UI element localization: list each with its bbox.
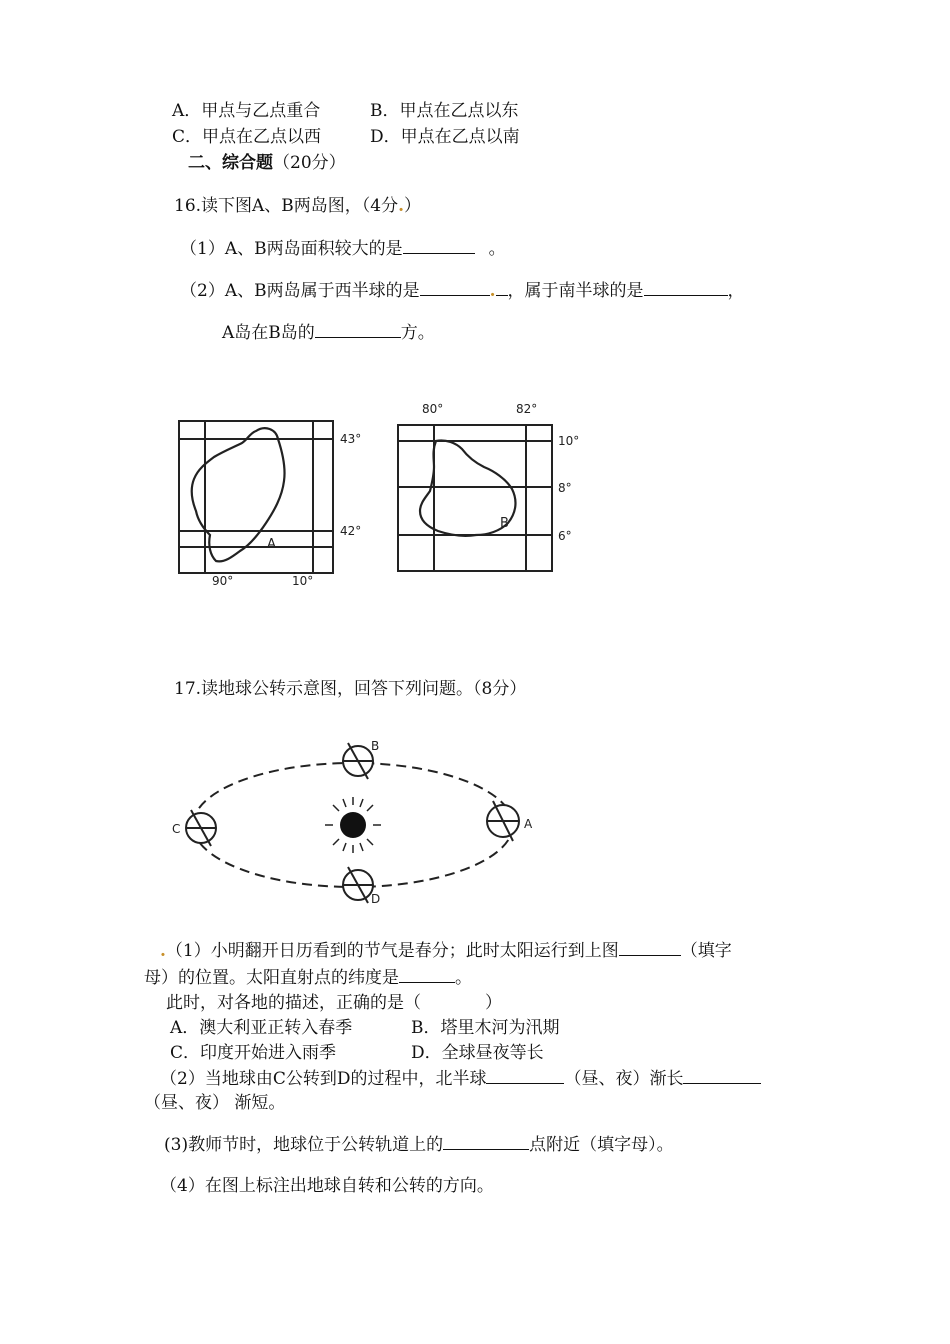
map-b-lat-top: 10° [558, 434, 580, 448]
answer-blank[interactable] [420, 279, 490, 296]
island-a-map [179, 421, 333, 573]
q16-part1-end: 。 [488, 239, 506, 259]
q16-part1 [180, 237, 506, 260]
orbit-diagram [168, 735, 548, 915]
q17-stem: 17.读地球公转示意图，回答下列问题。（8分） [174, 679, 527, 699]
earth-position-b [343, 743, 373, 779]
q17-part2-line1 [160, 1067, 761, 1090]
answer-blank[interactable] [399, 966, 455, 983]
q15-option-d: D．甲点在乙点以南 [370, 127, 520, 147]
q17-part1-line2 [144, 966, 472, 989]
answer-blank[interactable] [619, 939, 681, 956]
map-b-lon-left: 80° [422, 402, 444, 416]
map-b-lon-right: 82° [516, 402, 538, 416]
q17-option-a: A．澳大利亚正转入春季 [170, 1018, 353, 1038]
q17-part1-line1 [160, 939, 732, 962]
q16-stem [174, 195, 421, 217]
earth-position-c [186, 810, 216, 846]
q17-part1-paren: ） [485, 993, 502, 1013]
q15-option-a: A．甲点与乙点重合 [172, 101, 321, 121]
earth-position-d [343, 867, 373, 903]
q16-part3 [222, 321, 435, 344]
q17-part1-line3 [166, 992, 502, 1014]
orbit-label-d: D [371, 892, 381, 906]
q16-part1-text: （1）A、B两岛面积较大的是 [180, 239, 403, 259]
answer-blank[interactable] [486, 1067, 564, 1084]
q17-part4: （4）在图上标注出地球自转和公转的方向。 [160, 1176, 494, 1196]
q17-option-c: C．印度开始进入雨季 [170, 1043, 337, 1063]
answer-blank[interactable] [443, 1133, 529, 1150]
q15-option-c: C．甲点在乙点以西 [172, 127, 322, 147]
q17-part3-text: (3)教师节时，地球位于公转轨道上的 [164, 1135, 444, 1155]
q15-option-b: B．甲点在乙点以东 [370, 101, 519, 121]
map-b-label: B [500, 516, 509, 531]
orbit-label-a: A [524, 817, 533, 831]
q16-part2-text: （2）A、B两岛属于西半球的是 [180, 281, 420, 301]
q16-part2-mid: ，属于南半球的是 [507, 281, 644, 301]
q17-part1-text2: 母）的位置。太阳直射点的纬度是 [144, 968, 399, 988]
map-a-lat-top: 43° [340, 432, 362, 446]
island-b-map [398, 425, 552, 571]
q16-part3-text: A岛在B岛的 [222, 323, 315, 343]
q17-part2-mid: （昼、夜）渐长 [564, 1069, 684, 1089]
map-a-lon-left: 90° [212, 574, 234, 588]
map-a-lat-bottom: 42° [340, 524, 362, 538]
q16-stem-close: ） [404, 196, 422, 216]
q17-part2-line2: （昼、夜） 渐短。 [144, 1093, 286, 1113]
sun-icon [325, 797, 381, 853]
q16-part2 [180, 279, 745, 302]
answer-blank[interactable] [644, 279, 728, 296]
mark-dot: . [489, 281, 496, 301]
q17-part2-text: （2）当地球由C公转到D的过程中，北半球 [160, 1069, 487, 1089]
q17-part1-question: 此时，对各地的描述，正确的是（ [166, 993, 421, 1013]
mark-dot: . [160, 941, 166, 961]
section-heading [188, 152, 346, 174]
q17-part3-end: 点附近（填字母）。 [529, 1135, 674, 1155]
q16-part2-end: ， [727, 281, 745, 301]
mark-dot: . [398, 196, 405, 216]
q17-part1-end: 。 [455, 968, 472, 988]
orbit-label-c: C [172, 822, 181, 836]
orbit-label-b: B [371, 739, 380, 753]
map-b-lat-bottom: 6° [558, 529, 572, 543]
answer-blank[interactable] [315, 321, 401, 338]
q17-part3 [164, 1133, 674, 1156]
q16-stem-text: 16.读下图A、B两岛图，（4分 [174, 196, 399, 216]
section-title: 二、综合题 [188, 153, 273, 173]
map-b-lat-mid: 8° [558, 481, 572, 495]
earth-position-a [487, 801, 519, 841]
answer-blank[interactable] [496, 279, 508, 296]
answer-blank[interactable] [683, 1067, 761, 1084]
map-a-lon-right: 10° [292, 574, 314, 588]
q17-option-b: B．塔里木河为汛期 [411, 1018, 560, 1038]
section-score: （20分） [273, 153, 346, 173]
answer-blank[interactable] [403, 237, 475, 254]
q17-part1-hint: （填字 [680, 941, 732, 961]
map-a-label: A [267, 537, 276, 552]
q16-part3-end: 方。 [400, 323, 435, 343]
q17-part1-text: （1）小明翻开日历看到的节气是春分；此时太阳运行到上图 [165, 941, 619, 961]
island-maps-figure [170, 385, 630, 635]
q17-option-d: D．全球昼夜等长 [411, 1043, 544, 1063]
